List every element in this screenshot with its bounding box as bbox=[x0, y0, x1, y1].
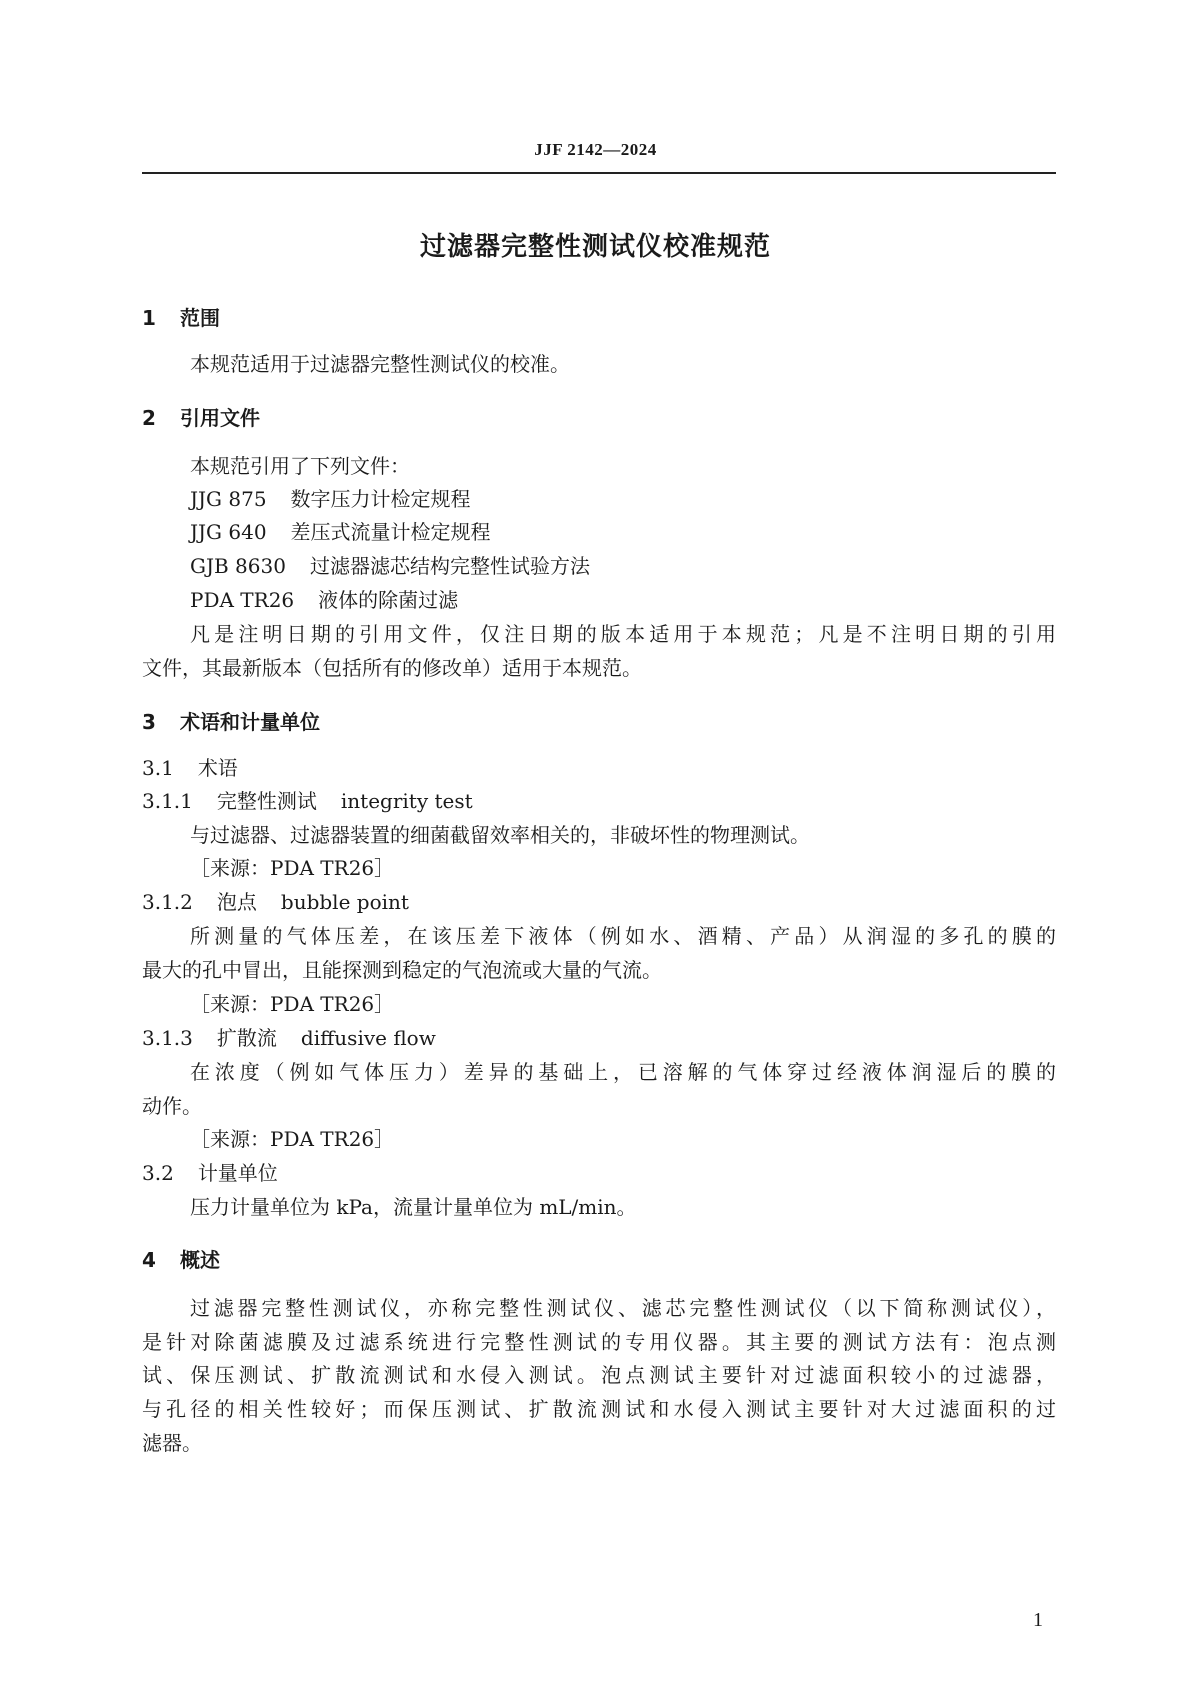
units-body: 压力计量单位为 kPa，流量计量单位为 mL/min。 bbox=[190, 1195, 637, 1219]
reference-code: PDA TR26 bbox=[190, 588, 295, 612]
page-number: 1 bbox=[1033, 1609, 1043, 1631]
term-source: ［来源：PDA TR26］ bbox=[190, 856, 395, 880]
clause-title: 计量单位 bbox=[197, 1161, 278, 1185]
term-definition-line: 最大的孔中冒出，且能探测到稳定的气泡流或大量的气流。 bbox=[142, 958, 662, 982]
clause-title: 术语 bbox=[197, 756, 238, 780]
section-title: 范围 bbox=[180, 306, 220, 330]
reference-name: 差压式流量计检定规程 bbox=[290, 520, 491, 544]
term-definition-line: 在浓度（例如气体压力）差异的基础上，已溶解的气体穿过经液体润湿后的膜的 bbox=[190, 1060, 1056, 1084]
reference-name: 过滤器滤芯结构完整性试验方法 bbox=[309, 554, 590, 578]
reference-item bbox=[142, 487, 1056, 511]
reference-code: JJG 640 bbox=[190, 520, 267, 544]
term-zh: 完整性测试 bbox=[216, 789, 317, 813]
term-zh: 泡点 bbox=[216, 890, 257, 914]
overview-line: 过滤器完整性测试仪，亦称完整性测试仪、滤芯完整性测试仪（以下简称测试仪）， bbox=[190, 1296, 1056, 1320]
reference-item bbox=[142, 588, 1056, 612]
section-number: 4 bbox=[142, 1248, 156, 1272]
subsection-3-2 bbox=[142, 1161, 1056, 1185]
term-zh: 扩散流 bbox=[216, 1026, 277, 1050]
section-2-heading bbox=[142, 402, 260, 431]
reference-item bbox=[142, 554, 1056, 578]
overview-line: 滤器。 bbox=[142, 1431, 202, 1455]
clause-number: 3.1.2 bbox=[142, 890, 193, 914]
reference-code: JJG 875 bbox=[190, 487, 267, 511]
term-3-1-1-heading bbox=[142, 789, 1056, 813]
section-number: 1 bbox=[142, 306, 156, 330]
overview-line: 与孔径的相关性较好；而保压测试、扩散流测试和水侵入测试主要针对大过滤面积的过 bbox=[142, 1397, 1056, 1421]
reference-item bbox=[142, 520, 1056, 544]
term-definition: 与过滤器、过滤器装置的细菌截留效率相关的，非破坏性的物理测试。 bbox=[190, 823, 810, 847]
term-definition-line: 动作。 bbox=[142, 1094, 202, 1118]
clause-number: 3.1 bbox=[142, 756, 174, 780]
reference-code: GJB 8630 bbox=[190, 554, 286, 578]
section-title: 引用文件 bbox=[180, 406, 260, 430]
document-title: 过滤器完整性测试仪校准规范 bbox=[419, 232, 771, 262]
header-divider bbox=[142, 172, 1056, 174]
section-3-heading bbox=[142, 706, 320, 735]
standard-code: JJF 2142—2024 bbox=[534, 140, 657, 159]
reference-name: 液体的除菌过滤 bbox=[318, 588, 459, 612]
references-note-line: 凡是注明日期的引用文件，仅注日期的版本适用于本规范；凡是不注明日期的引用 bbox=[190, 622, 1056, 646]
clause-number: 3.1.3 bbox=[142, 1026, 193, 1050]
term-en: diffusive flow bbox=[300, 1026, 436, 1050]
term-definition-line: 所测量的气体压差，在该压差下液体（例如水、酒精、产品）从润湿的多孔的膜的 bbox=[190, 924, 1056, 948]
section-number: 2 bbox=[142, 406, 156, 430]
subsection-3-1 bbox=[142, 756, 1056, 780]
references-intro: 本规范引用了下列文件： bbox=[190, 454, 410, 478]
term-en: bubble point bbox=[280, 890, 409, 914]
section-1-heading bbox=[142, 302, 220, 331]
term-source: ［来源：PDA TR26］ bbox=[190, 992, 395, 1016]
term-3-1-2-heading bbox=[142, 890, 1056, 914]
references-note-line: 文件，其最新版本（包括所有的修改单）适用于本规范。 bbox=[142, 656, 642, 680]
section-title: 术语和计量单位 bbox=[180, 710, 320, 734]
reference-name: 数字压力计检定规程 bbox=[290, 487, 471, 511]
overview-line: 是针对除菌滤膜及过滤系统进行完整性测试的专用仪器。其主要的测试方法有：泡点测 bbox=[142, 1330, 1056, 1354]
section-number: 3 bbox=[142, 710, 156, 734]
overview-line: 试、保压测试、扩散流测试和水侵入测试。泡点测试主要针对过滤面积较小的过滤器， bbox=[142, 1363, 1056, 1387]
section-1-body: 本规范适用于过滤器完整性测试仪的校准。 bbox=[190, 352, 570, 376]
term-en: integrity test bbox=[340, 789, 473, 813]
section-4-heading bbox=[142, 1244, 220, 1273]
section-title: 概述 bbox=[180, 1248, 220, 1272]
clause-number: 3.2 bbox=[142, 1161, 174, 1185]
term-3-1-3-heading bbox=[142, 1026, 1056, 1050]
clause-number: 3.1.1 bbox=[142, 789, 193, 813]
term-source: ［来源：PDA TR26］ bbox=[190, 1127, 395, 1151]
